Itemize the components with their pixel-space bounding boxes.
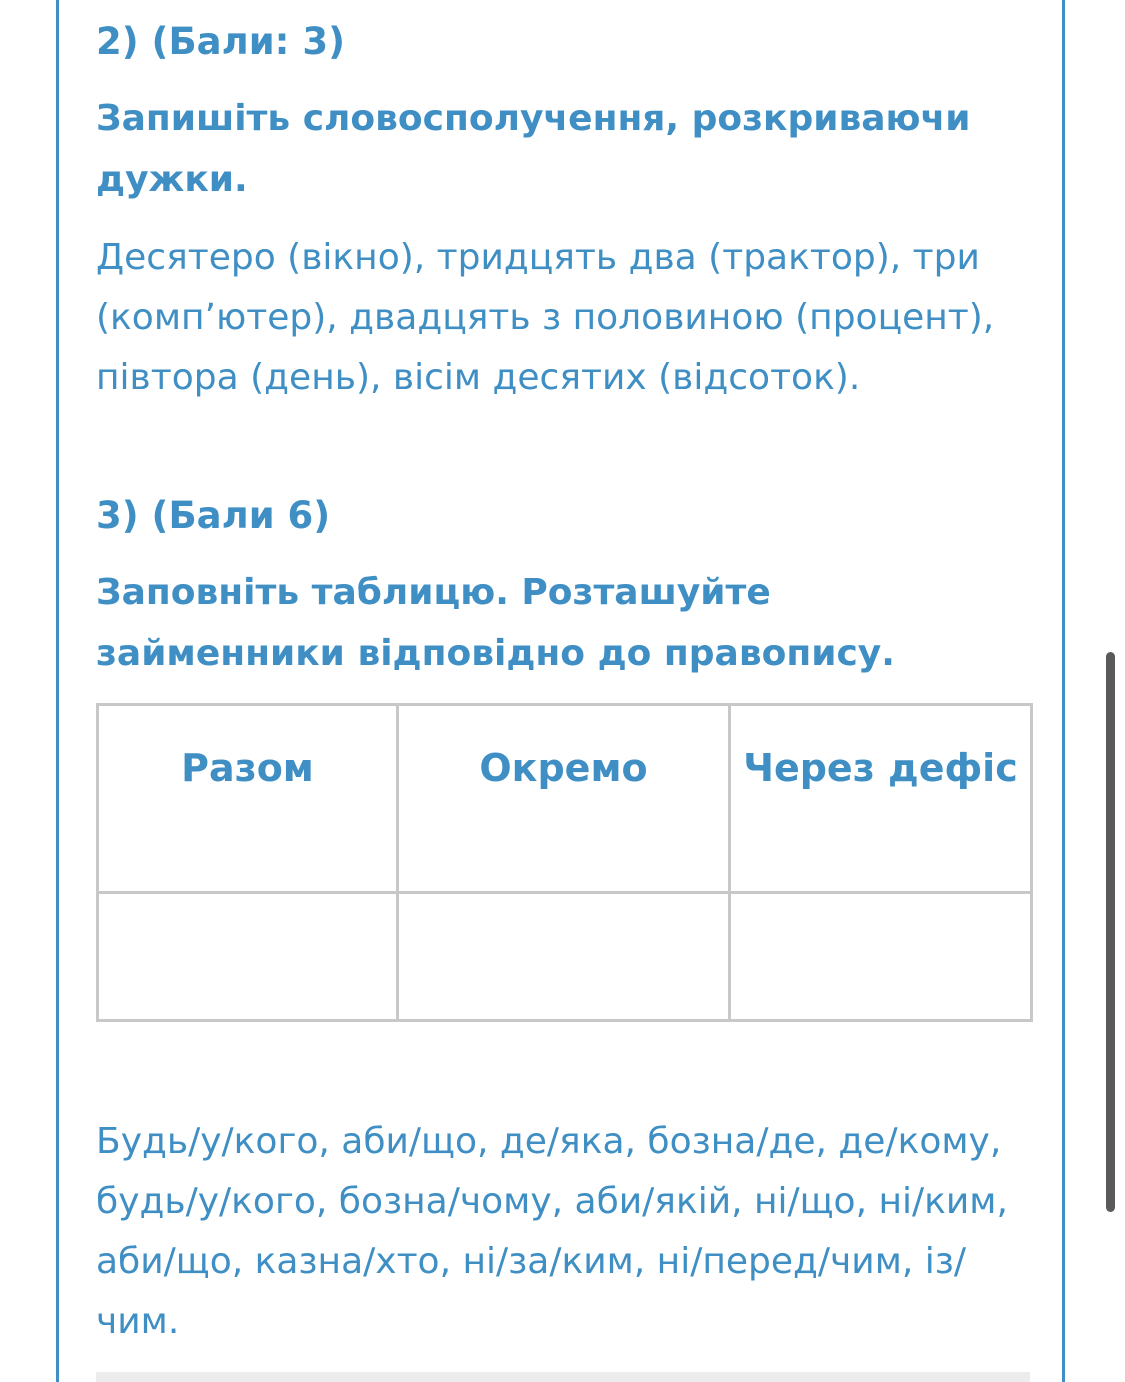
bottom-divider xyxy=(96,1372,1030,1382)
table-header-cell-hyphen: Через дефіс xyxy=(730,705,1032,893)
question-2-points: 2) (Бали: 3) xyxy=(96,20,345,63)
question-3-instruction: Заповніть таблицю. Розташуйте займенники відповідно до правопису. xyxy=(96,572,895,674)
table-cell-together[interactable] xyxy=(98,893,398,1021)
table-row xyxy=(98,893,1032,1021)
table-header-cell-together: Разом xyxy=(98,705,398,893)
table-cell-hyphen[interactable] xyxy=(730,893,1032,1021)
scrollbar[interactable] xyxy=(1106,652,1115,1212)
pronoun-list: Будь/у/кого, аби/що, де/яка, бозна/де, де/кому, будь/у/кого, бозна/чому, аби/якій, ні/що, ні/ким, аби/що, казна/хто, ні/за/ким, ні/перед/чим, із/чим. xyxy=(96,1121,1008,1342)
table-cell-separately[interactable] xyxy=(398,893,730,1021)
question-3-points: 3) (Бали 6) xyxy=(96,494,331,537)
question-2-instruction: Запишіть словосполучення, розкриваючи дужки. xyxy=(96,98,971,200)
answer-table xyxy=(96,703,1033,1022)
table-header-cell-separately: Окремо xyxy=(398,705,730,893)
question-2-text: Десятеро (вікно), тридцять два (трактор), три (комп’ютер), двадцять з половиною (процент), півтора (день), вісім десятих (відсоток). xyxy=(96,237,995,398)
table-header-row xyxy=(98,705,1032,893)
